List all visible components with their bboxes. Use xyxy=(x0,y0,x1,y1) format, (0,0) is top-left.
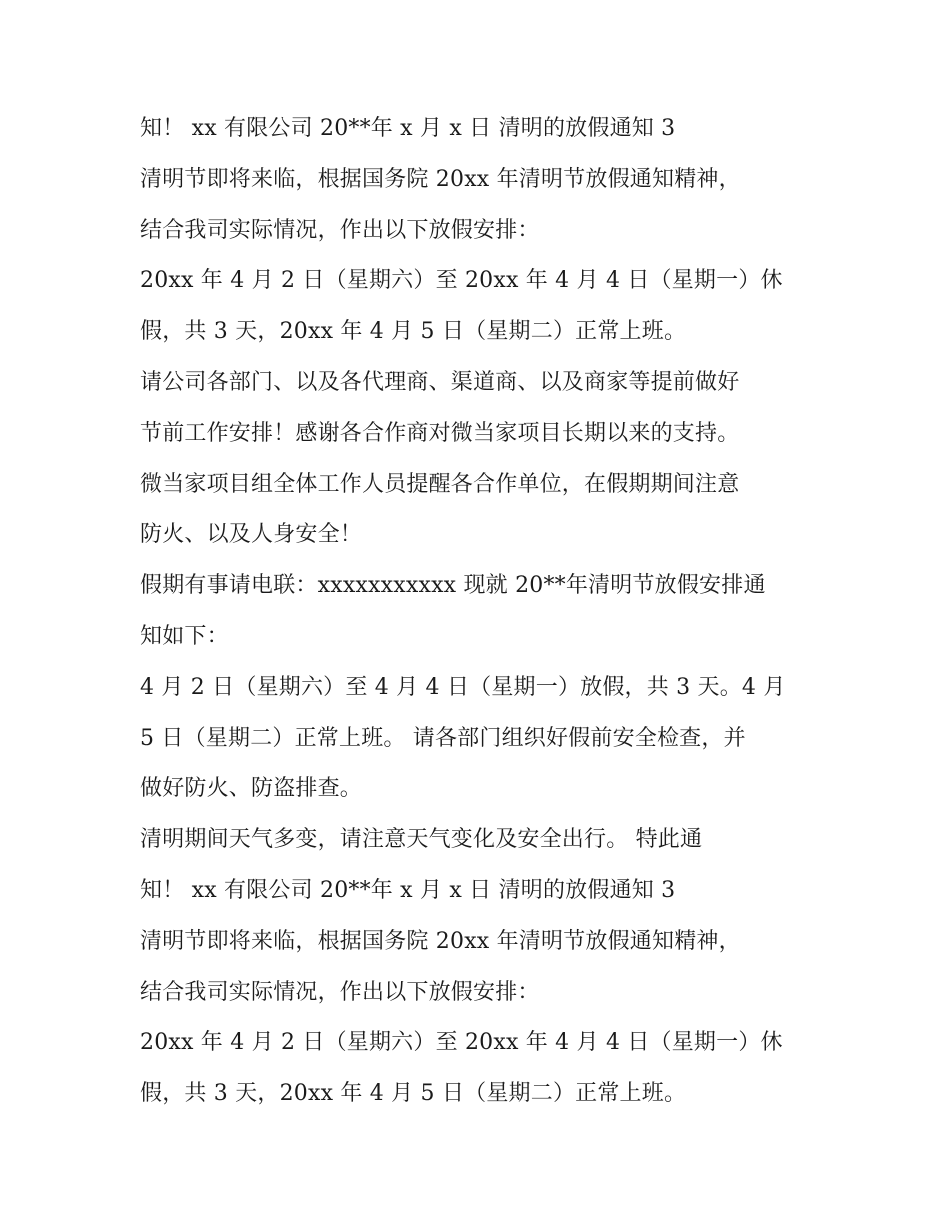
text-line: 知！ xx 有限公司 20**年 x 月 x 日 清明的放假通知 3 xyxy=(140,116,676,141)
text-line: 知！ xx 有限公司 20**年 x 月 x 日 清明的放假通知 3 xyxy=(140,877,676,903)
text-line: 结合我司实际情况，作出以下放假安排： xyxy=(140,979,540,1005)
text-line: 假，共 3 天，20xx 年 4 月 5 日（星期二）正常上班。 xyxy=(140,1081,687,1107)
text-line: 做好防火、防盗排查。 xyxy=(140,776,363,802)
text-line: 5 日（星期二）正常上班。 请各部门组织好假前安全检查，并 xyxy=(140,725,746,751)
text-line: 20xx 年 4 月 2 日（星期六）至 20xx 年 4 月 4 日（星期一）休 xyxy=(140,268,783,294)
text-line: 请公司各部门、以及各代理商、渠道商、以及商家等提前做好 xyxy=(140,369,740,395)
text-line: 清明期间天气多变，请注意天气变化及安全出行。 特此通 xyxy=(140,827,703,853)
text-line: 假期有事请电联：xxxxxxxxxxx 现就 20**年清明节放假安排通 xyxy=(140,573,766,599)
text-line: 假，共 3 天，20xx 年 4 月 5 日（星期二）正常上班。 xyxy=(140,319,687,345)
text-line: 防火、以及人身安全！ xyxy=(140,522,363,548)
document-body xyxy=(140,104,830,1120)
text-line: 结合我司实际情况，作出以下放假安排： xyxy=(140,217,540,243)
text-line: 清明节即将来临，根据国务院 20xx 年清明节放假通知精神， xyxy=(140,166,741,192)
text-line: 清明节即将来临，根据国务院 20xx 年清明节放假通知精神， xyxy=(140,928,741,954)
text-line: 微当家项目组全体工作人员提醒各合作单位，在假期期间注意 xyxy=(140,471,740,497)
text-line: 20xx 年 4 月 2 日（星期六）至 20xx 年 4 月 4 日（星期一）休 xyxy=(140,1030,783,1056)
text-line: 4 月 2 日（星期六）至 4 月 4 日（星期一）放假，共 3 天。4 月 xyxy=(140,674,786,700)
text-line: 知如下： xyxy=(140,623,229,649)
text-line: 节前工作安排！感谢各合作商对微当家项目长期以来的支持。 xyxy=(140,420,740,446)
